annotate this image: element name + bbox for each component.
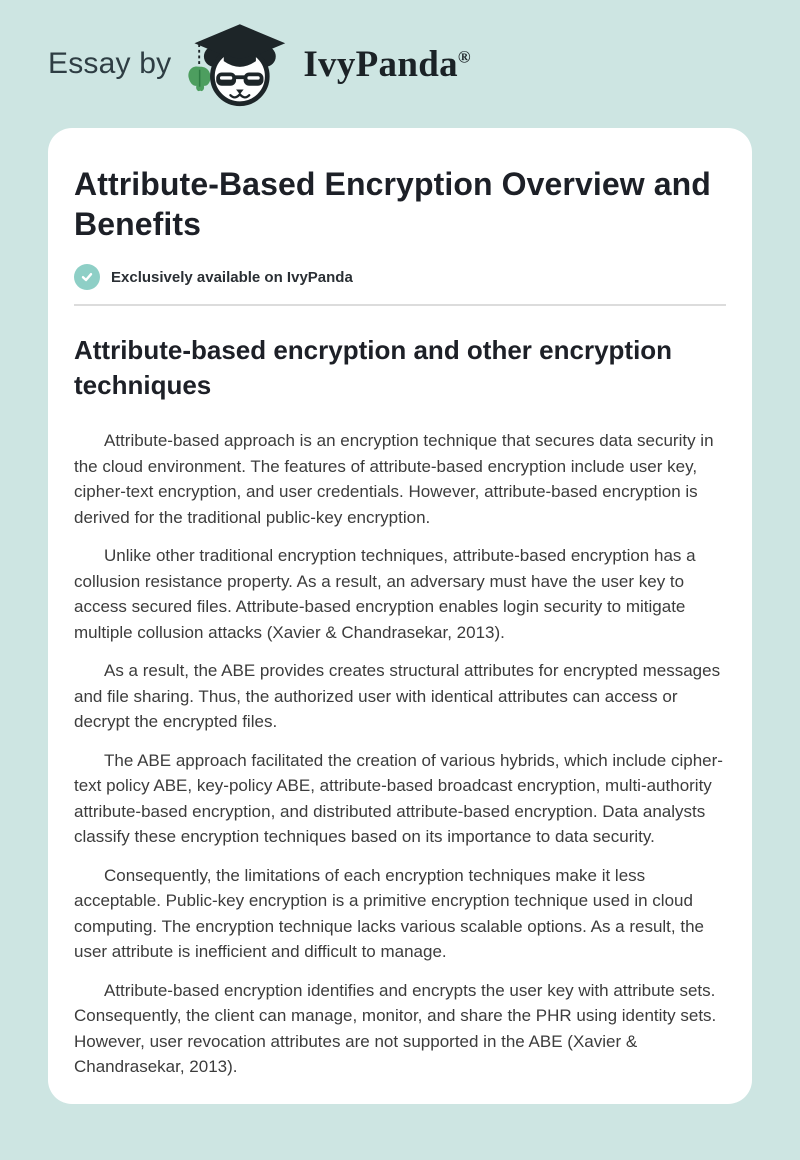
essay-paragraph: Attribute-based approach is an encryption technique that secures data security in the cloud environment. The features of attribute-based encryption include user key, cipher-text encryption, and user credentials. However, attribute-based encryption is derived for the traditional public-key encryption. — [74, 431, 714, 527]
exclusive-badge — [74, 264, 726, 290]
ivypanda-panda-logo-icon — [185, 21, 289, 107]
essay-paragraph: Consequently, the limitations of each encryption techniques make it less acceptable. Public-key encryption is a primitive encryption technique used in cloud computing. The encryption technique lacks various scalable options. As a result, the user attribute is inefficient and difficult to manage. — [74, 865, 704, 961]
site-header — [0, 0, 800, 128]
divider — [74, 304, 726, 306]
page-title: Attribute-Based Encryption Overview and Benefits — [74, 166, 711, 242]
check-icon — [74, 264, 100, 290]
essay-paragraph: Attribute-based encryption identifies and encrypts the user key with attribute sets. Consequently, the client can manage, monitor, and share the PHR using identity sets. However, user revocation attributes are not supported in the ABE (Xavier & Chandrasekar, 2013). — [74, 980, 717, 1076]
essay-paragraph: The ABE approach facilitated the creation of various hybrids, which include cipher-text policy ABE, key-policy ABE, attribute-based broadcast encryption, multi-authority attribute-based encryption, and distributed attribute-based encryption. Data analysts classify these encryption techniques based on its importance to data security. — [74, 750, 723, 846]
essay-card — [48, 128, 752, 1104]
section-heading: Attribute-based encryption and other encryption techniques — [74, 335, 673, 400]
registered-mark: ® — [457, 47, 471, 67]
exclusive-badge-label: Exclusively available on IvyPanda — [111, 268, 353, 286]
brand-wordmark: IvyPanda® — [303, 43, 471, 85]
essay-paragraph: As a result, the ABE provides creates structural attributes for encrypted messages and file sharing. Thus, the authorized user with identical attributes can access or decrypt the encrypted files. — [74, 661, 721, 731]
essay-paragraph: Unlike other traditional encryption techniques, attribute-based encryption has a collusion resistance property. As a result, an adversary must have the user key to access secured files. Attribute-based encryption enables login security to mitigate multiple collusion attacks (Xavier & Chandrasekar, 2013). — [74, 546, 696, 642]
essay-body — [74, 428, 726, 1080]
essay-by-label: Essay by — [48, 47, 172, 80]
